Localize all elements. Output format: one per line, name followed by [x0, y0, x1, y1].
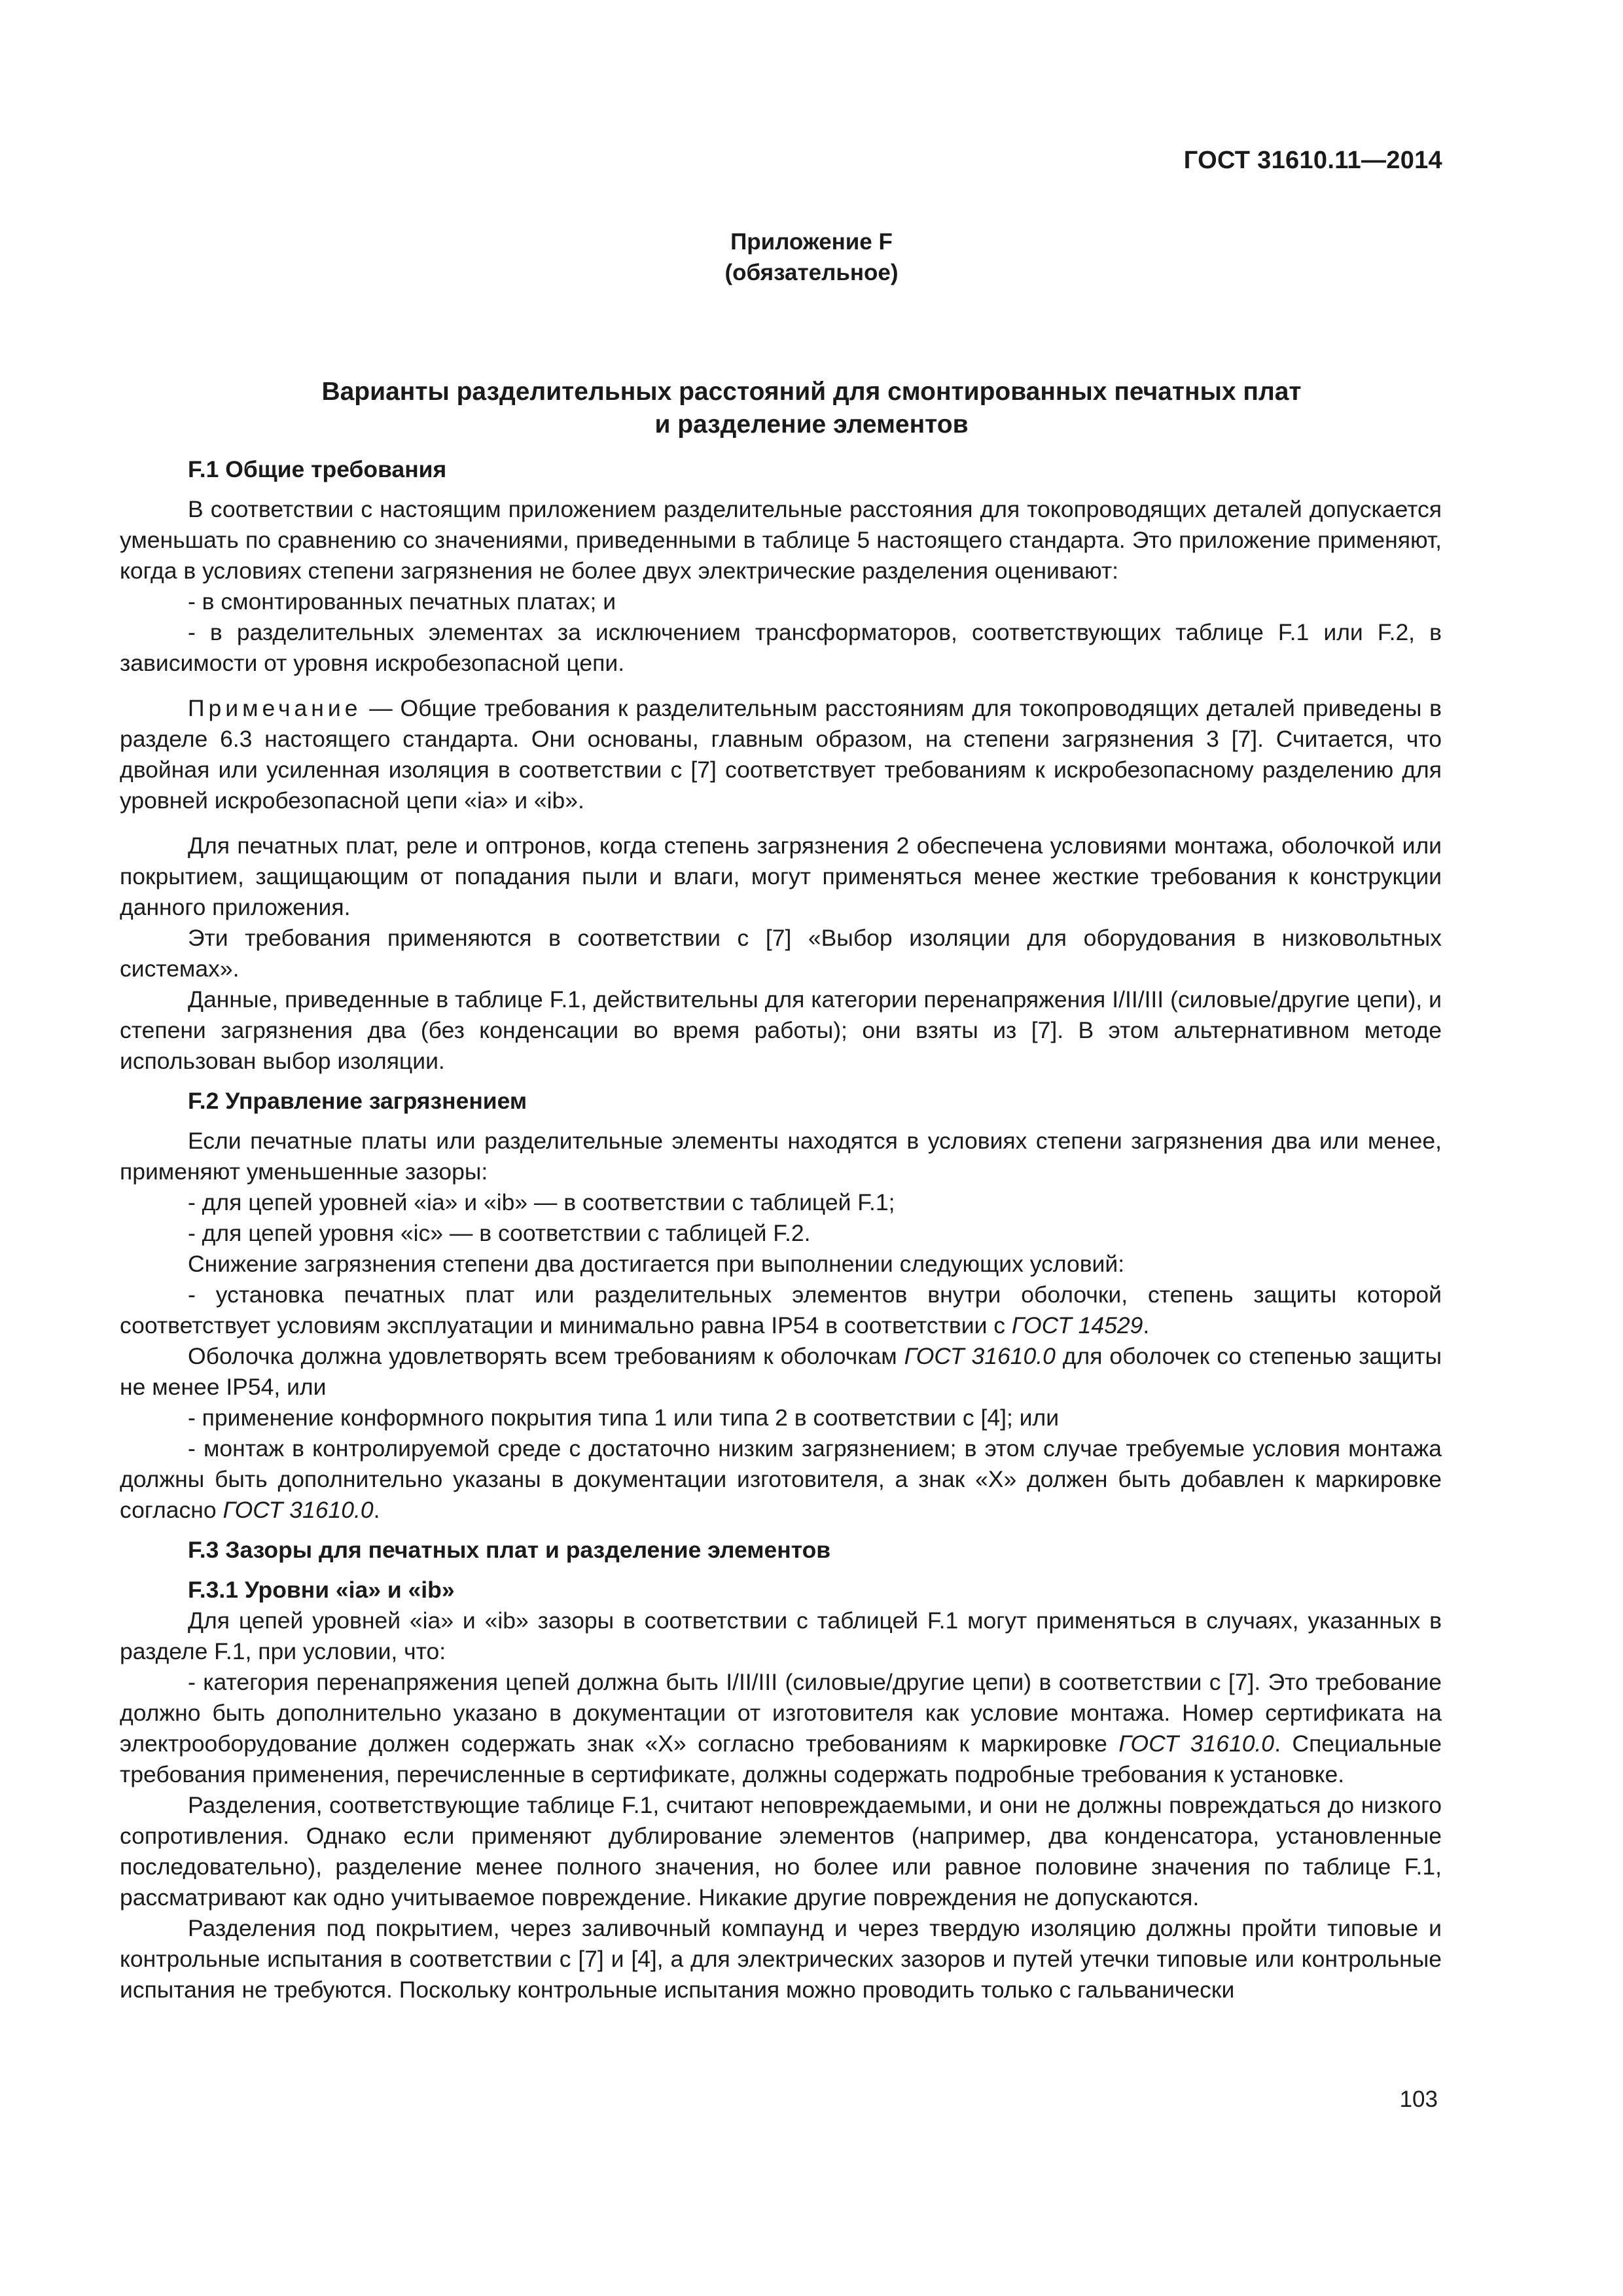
- appendix-status: (обязательное): [724, 260, 899, 285]
- paragraph: Данные, приведенные в таблице F.1, действительны для категории перенапряжения I/II/III (силовые/другие цепи), и степени загрязнения два (без конденсации во время работы); они взяты из [7]. В этом альтернативном методе использован выбор изоляции.: [120, 986, 1442, 1074]
- paragraph: Разделения, соответствующие таблице F.1, считают неповреждаемыми, и они не должны повреждаться до низкого сопротивления. Однако если применяют дублирование элементов (например, два конденсатора, установленные последовательно), разделение менее полного значения, но более или равное половине значения по таблице F.1, рассматривают как одно учитываемое повреждение. Никакие другие повреждения не допускаются.: [120, 1792, 1442, 1910]
- document-body: [120, 454, 1442, 2005]
- section-heading-f1: F.1 Общие требования: [188, 456, 447, 482]
- appendix-title: [0, 376, 1623, 441]
- document-code: ГОСТ 31610.11—2014: [1183, 147, 1442, 174]
- list-item: - для цепей уровней «ia» и «ib» — в соответствии с таблицей F.1;: [188, 1189, 895, 1215]
- paragraph: Снижение загрязнения степени два достигается при выполнении следующих условий:: [188, 1251, 1125, 1277]
- standard-reference: ГОСТ 31610.0: [904, 1343, 1056, 1369]
- appendix-label: Приложение F: [730, 229, 893, 255]
- note-text: — Общие требования к разделительным расстояниям для токопроводящих деталей приведены в разделе 6.3 настоящего стандарта. Они основаны, главным образом, на степени загрязнения 3 [7]. Считается, что двойная или усиленная изоляция в соответствии с [7] соответствует требованиям к искробезопасному разделению для уровней искробезопасной цепи «ia» и «ib».: [120, 695, 1442, 814]
- paragraph: Если печатные платы или разделительные элементы находятся в условиях степени загрязнения два или менее, применяют уменьшенные зазоры:: [120, 1128, 1442, 1185]
- list-item: - в разделительных элементах за исключением трансформаторов, соответствующих таблице F.1 или F.2, в зависимости от уровня искробезопасной цепи.: [120, 619, 1442, 676]
- list-item: - категория перенапряжения цепей должна быть I/II/III (силовые/другие цепи) в соответствии с [7]. Это требование должно быть дополнительно указано в документации от изготовителя как условие монтажа. Номер сертификата на электрооборудование должен содержать знак «Х» согласно требованиям к маркировке ГОСТ 31610.0. Специальные требования применения, перечисленные в сертификате, должны содержать подробные требования к установке.: [120, 1669, 1442, 1787]
- title-line-1: Варианты разделительных расстояний для смонтированных печатных плат: [321, 378, 1302, 406]
- paragraph: Эти требования применяются в соответствии с [7] «Выбор изоляции для оборудования в низковольтных системах».: [120, 925, 1442, 982]
- paragraph: В соответствии с настоящим приложением разделительные расстояния для токопроводящих деталей допускается уменьшать по сравнению со значениями, приведенными в таблице 5 настоящего стандарта. Это приложение применяют, когда в условиях степени загрязнения не более двух электрические разделения оценивают:: [120, 496, 1442, 584]
- note: [120, 693, 1442, 816]
- paragraph: Разделения под покрытием, через заливочный компаунд и через твердую изоляцию должны пройти типовые и контрольные испытания в соответствии с [7] и [4], а для электрических зазоров и путей утечки типовые или контрольные испытания не требуются. Поскольку контрольные испытания можно проводить только с гальванически: [120, 1915, 1442, 2003]
- section-heading-f3: F.3 Зазоры для печатных плат и разделение элементов: [188, 1537, 831, 1563]
- title-line-2: и разделение элементов: [654, 410, 969, 439]
- appendix-heading: [0, 226, 1623, 288]
- paragraph: Оболочка должна удовлетворять всем требованиям к оболочкам ГОСТ 31610.0 для оболочек со степенью защиты не менее IP54, или: [120, 1343, 1442, 1400]
- list-item: - монтаж в контролируемой среде с достаточно низким загрязнением; в этом случае требуемые условия монтажа должны быть дополнительно указаны в документации изготовителя, а знак «Х» должен быть добавлен к маркировке согласно ГОСТ 31610.0.: [120, 1435, 1442, 1523]
- paragraph: Для печатных плат, реле и оптронов, когда степень загрязнения 2 обеспечена условиями монтажа, оболочкой или покрытием, защищающим от попадания пыли и влаги, могут применяться менее жесткие требования к конструкции данного приложения.: [120, 833, 1442, 920]
- list-item: - в смонтированных печатных платах; и: [188, 588, 616, 615]
- standard-reference: ГОСТ 14529: [1011, 1312, 1143, 1338]
- list-item: - установка печатных плат или разделительных элементов внутри оболочки, степень защиты которой соответствует условиям эксплуатации и минимально равна IP54 в соответствии с ГОСТ 14529.: [120, 1282, 1442, 1338]
- note-label: Примечание: [188, 695, 362, 721]
- standard-reference: ГОСТ 31610.0: [223, 1497, 374, 1523]
- list-item: - применение конформного покрытия типа 1 или типа 2 в соответствии с [4]; или: [188, 1405, 1060, 1431]
- subsection-heading-f3-1: F.3.1 Уровни «ia» и «ib»: [188, 1577, 455, 1603]
- page-number: 103: [1399, 2087, 1438, 2112]
- section-heading-f2: F.2 Управление загрязнением: [188, 1088, 527, 1114]
- standard-reference: ГОСТ 31610.0: [1118, 1731, 1275, 1757]
- paragraph: Для цепей уровней «ia» и «ib» зазоры в соответствии с таблицей F.1 могут применяться в случаях, указанных в разделе F.1, при условии, что:: [120, 1607, 1442, 1664]
- list-item: - для цепей уровня «ic» — в соответствии с таблицей F.2.: [188, 1220, 811, 1246]
